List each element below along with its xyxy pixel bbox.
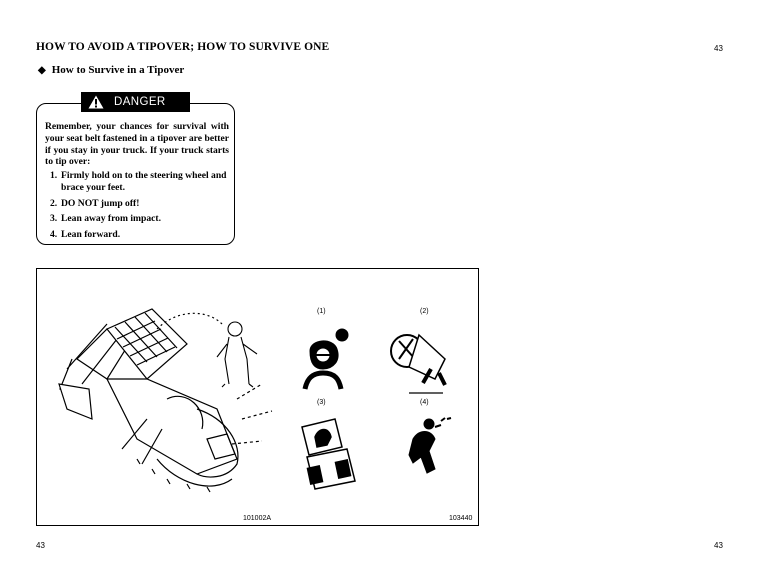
- page-number-bottom-left: 43: [36, 541, 45, 550]
- step-text: Lean forward.: [61, 229, 121, 241]
- section-heading: [38, 64, 184, 76]
- danger-intro-text: Remember, your chances for survival with your seat belt fastened in a tipover are better if you stay in your truck. If your truck starts to tip over:: [45, 121, 229, 168]
- step-number: 2.: [50, 197, 58, 209]
- list-item: [50, 213, 232, 225]
- list-item: [50, 170, 232, 194]
- warning-triangle-icon: [88, 95, 104, 109]
- danger-label-text: DANGER: [114, 96, 166, 108]
- list-item: [50, 198, 232, 210]
- page-header-title: HOW TO AVOID A TIPOVER; HOW TO SURVIVE ONE: [36, 41, 330, 53]
- figure-frame: [36, 268, 479, 526]
- figure-code-left: 101002A: [243, 515, 272, 522]
- panel-label-4: (4): [420, 399, 429, 406]
- standing-person-drawing: [217, 322, 257, 387]
- step-number: 4.: [50, 229, 58, 241]
- section-heading-text: How to Survive in a Tipover: [51, 64, 185, 76]
- panel-2-brace-steering-icon: [391, 335, 445, 393]
- panel-3-lean-away-icon: [302, 419, 355, 489]
- step-number: 3.: [50, 213, 58, 225]
- forklift-tipping-drawing: [59, 309, 272, 492]
- danger-steps-list: [50, 170, 232, 245]
- tipover-illustration: [37, 269, 478, 525]
- diamond-bullet-icon: ◆: [38, 65, 46, 76]
- panel-label-3: (3): [317, 399, 326, 406]
- panel-1-driver-seatbelt-icon: [305, 329, 348, 389]
- danger-label: [81, 92, 190, 112]
- list-item: [50, 229, 232, 241]
- panel-label-1: (1): [317, 308, 326, 315]
- step-text: Firmly hold on to the steering wheel and brace your feet.: [61, 170, 227, 193]
- page-number-bottom-right: 43: [714, 541, 723, 550]
- figure-code-right: 103440: [449, 515, 473, 522]
- panel-4-lean-forward-icon: [409, 418, 451, 473]
- panel-label-2: (2): [420, 308, 429, 315]
- step-text: Lean away from impact.: [61, 213, 162, 225]
- step-text: DO NOT jump off!: [61, 197, 140, 209]
- page-number-top: 43: [714, 44, 723, 53]
- step-number: 1.: [50, 170, 58, 181]
